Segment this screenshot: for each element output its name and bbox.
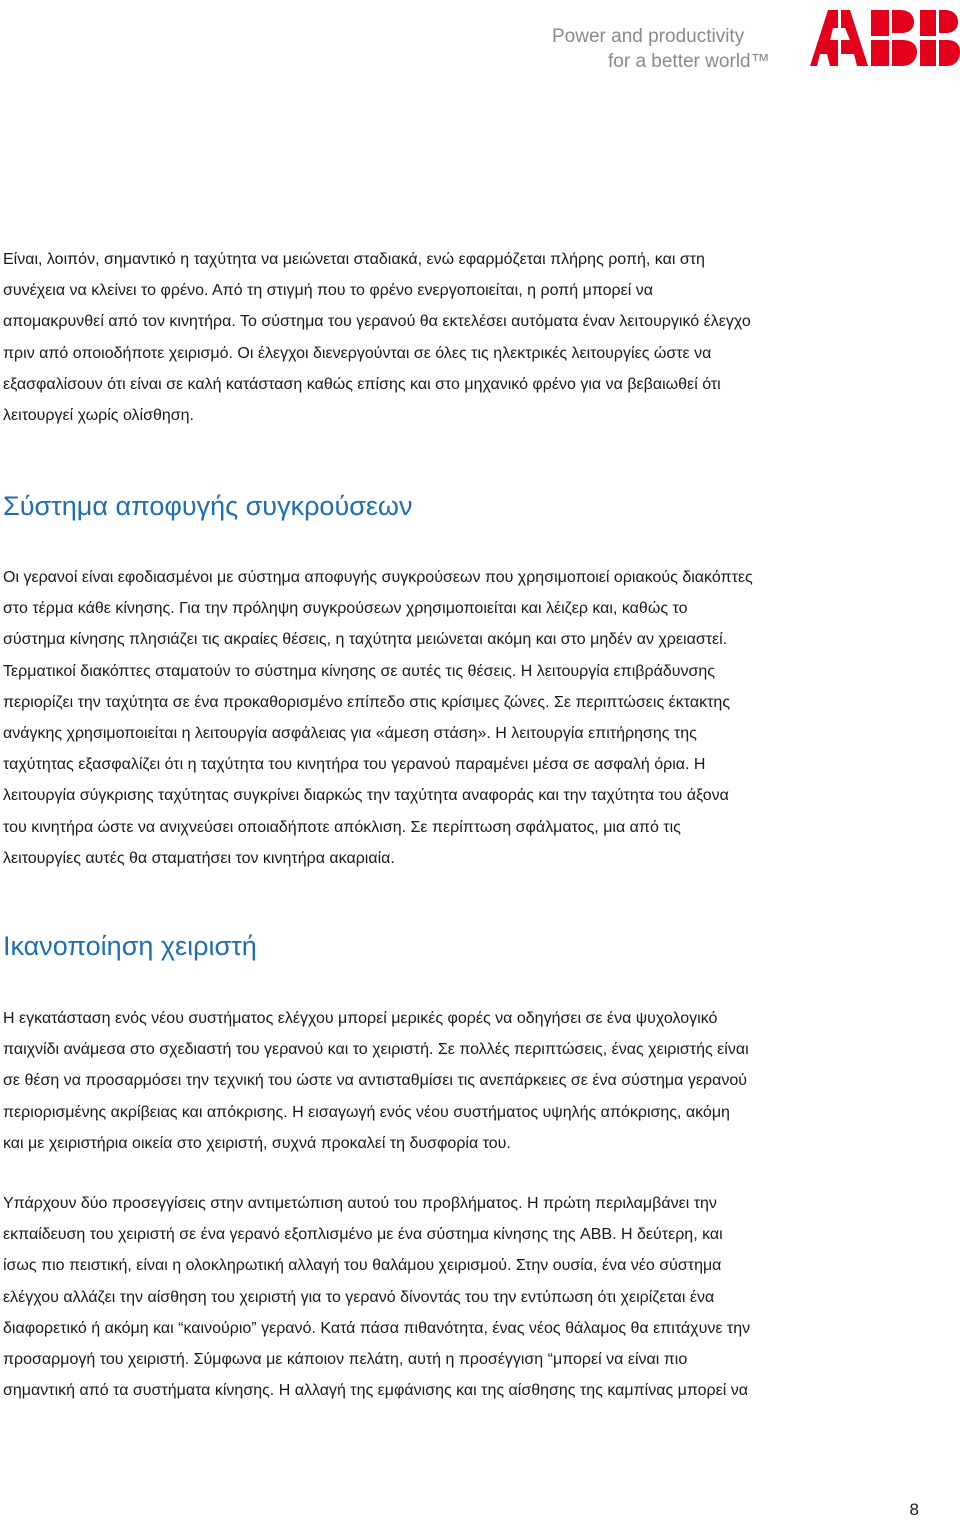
operator-paragraph-1: Η εγκατάσταση ενός νέου συστήματος ελέγχου μπορεί μερικές φορές να οδηγήσει σε ένα ψυχολογικό παιχνίδι ανάμεσα στο σχεδιαστή του γερανού και το χειριστή. Σε πολλές περιπτώσεις, ένας χειριστής είναι σε θέση να προσαρμόσει την τεχνική του ώστε να αντισταθμίσει τις ανεπάρκειες σε ένα σύστημα γερανού περιορισμένης ακρίβειας και απόκρισης. Η εισαγωγή ενός νέου συστήματος υψηλής απόκρισης, ακόμη και με χειριστήρια οικεία στο χειριστή, συχνά προκαλεί τη δυσφορία του. — [3, 1010, 749, 1152]
brand-tagline — [552, 24, 770, 74]
section-heading-collision-avoidance: Σύστημα αποφυγής συγκρούσεων — [3, 491, 413, 521]
page-header — [0, 0, 960, 80]
abb-logo — [808, 6, 960, 70]
operator-paragraph-2: Υπάρχουν δύο προσεγγίσεις στην αντιμετώπιση αυτού του προβλήματος. Η πρώτη περιλαμβάνει την εκπαίδευση του χειριστή σε ένα γερανό εξοπλισμένο με ένα σύστημα κίνησης της ABB. Η δεύτερη, και ίσως πιο πειστική, είναι η ολοκληρωτική αλλαγή του θαλάμου χειρισμού. Στην ουσία, ένα νέο σύστημα ελέγχου αλλάζει την αίσθηση του χειριστή για το γερανό δίνοντάς του την εντύπωση ότι χειρίζεται ένα διαφορετικό ή ακόμη και “καινούριο” γερανό. Κατά πάσα πιθανότητα, ένας νέος θάλαμος θα επιτάχυνε την προσαρμογή του χειριστή. Σύμφωνα με κάποιον πελάτη, αυτή η προσέγγιση “μπορεί να είναι πιο σημαντική από τα συστήματα κίνησης. Η αλλαγή της εμφάνισης και της αίσθησης της καμπίνας μπορεί να — [3, 1195, 751, 1400]
tagline-line-2: for a better world™ — [608, 51, 770, 72]
collision-avoidance-paragraph: Οι γερανοί είναι εφοδιασμένοι με σύστημα αποφυγής συγκρούσεων που χρησιμοποιεί οριακούς διακόπτες στο τέρμα κάθε κίνησης. Για την πρόληψη συγκρούσεων χρησιμοποιείται και λέιζερ και, καθώς το σύστημα κίνησης πλησιάζει τις ακραίες θέσεις, η ταχύτητα μειώνεται ακόμη και στο μηδέν αν χρειαστεί. Τερματικοί διακόπτες σταματούν το σύστημα κίνησης σε αυτές τις θέσεις. Η λειτουργία επιβράδυνσης περιορίζει την ταχύτητα σε ένα προκαθορισμένο επίπεδο στις κρίσιμες ζώνες. Σε περιπτώσεις έκτακτης ανάγκης χρησιμοποιείται η λειτουργία ασφάλειας για «άμεση στάση». Η λειτουργία επιτήρησης της ταχύτητας εξασφαλίζει ότι η ταχύτητα του κινητήρα του γερανού παραμένει μέσα σε ασφαλή όρια. Η λειτουργία σύγκρισης ταχύτητας συγκρίνει διαρκώς την ταχύτητα αναφοράς και την ταχύτητα του άξονα του κινητήρα ώστε να ανιχνεύσει οποιαδήποτε απόκλιση. Σε περίπτωση σφάλματος, μια από τις λειτουργίες αυτές θα σταματήσει τον κινητήρα ακαριαία. — [3, 569, 753, 867]
page-number: 8 — [909, 1500, 919, 1519]
section-heading-operator-satisfaction: Ικανοποίηση χειριστή — [3, 931, 257, 961]
tagline-line-1: Power and productivity — [552, 26, 745, 47]
intro-paragraph: Είναι, λοιπόν, σημαντικό η ταχύτητα να μειώνεται σταδιακά, ενώ εφαρμόζεται πλήρης ροπή, και στη συνέχεια να κλείνει το φρένο. Από τη στιγμή που το φρένο ενεργοποιείται, η ροπή μπορεί να απομακρυνθεί από τον κινητήρα. Το σύστημα του γερανού θα εκτελέσει αυτόματα έναν λειτουργικό έλεγχο πριν από οποιοδήποτε χειρισμό. Οι έλεγχοι διενεργούνται σε όλες τις ηλεκτρικές λειτουργίες ώστε να εξασφαλίσουν ότι είναι σε καλή κατάσταση καθώς επίσης και στο μηχανικό φρένο για να βεβαιωθεί ότι λειτουργεί χωρίς ολίσθηση. — [3, 251, 751, 425]
